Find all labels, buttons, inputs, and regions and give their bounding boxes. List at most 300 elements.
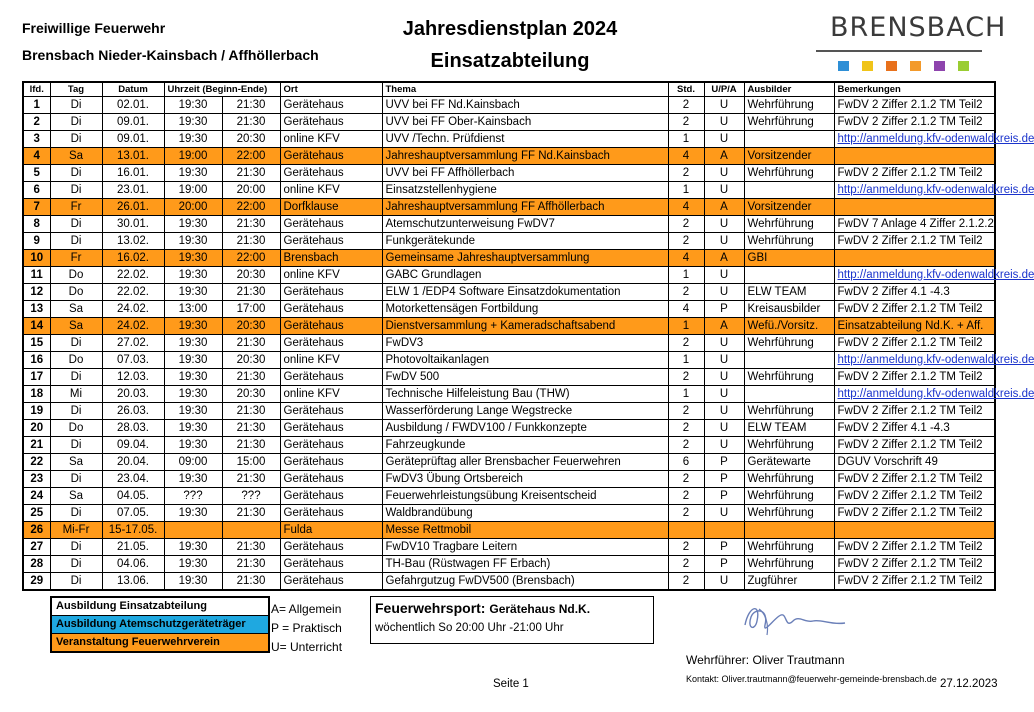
cell-thema: FwDV3 Übung Ortsbereich: [382, 471, 668, 488]
cell-datum: 13.02.: [102, 233, 164, 250]
cell-nr: 26: [23, 522, 50, 539]
cell-ausbilder: [744, 352, 834, 369]
legend-item-ausbildung: Ausbildung Einsatzabteilung: [52, 598, 268, 616]
cell-start: 19:30: [164, 250, 222, 267]
col-header-uhrzeit: Uhrzeit (Beginn-Ende): [164, 82, 280, 97]
cell-thema: Motorkettensägen Fortbildung: [382, 301, 668, 318]
col-header-ort: Ort: [280, 82, 382, 97]
cell-thema: TH-Bau (Rüstwagen FF Erbach): [382, 556, 668, 573]
table-row: [23, 522, 995, 539]
cell-thema: Wasserförderung Lange Wegstrecke: [382, 403, 668, 420]
cell-tag: Di: [50, 437, 102, 454]
leader-name: Wehrführer: Oliver Trautmann: [686, 653, 845, 667]
cell-upa: A: [704, 148, 744, 165]
table-row: [23, 471, 995, 488]
cell-datum: 12.03.: [102, 369, 164, 386]
cell-ausbilder: Gerätewarte: [744, 454, 834, 471]
cell-nr: 17: [23, 369, 50, 386]
cell-nr: 13: [23, 301, 50, 318]
sport-heading: [375, 600, 590, 616]
page-subtitle: Einsatzabteilung: [430, 50, 590, 72]
cell-std: 1: [668, 267, 704, 284]
cell-thema: UVV bei FF Affhöllerbach: [382, 165, 668, 182]
cell-thema: UVV bei FF Nd.Kainsbach: [382, 97, 668, 114]
table-row: [23, 488, 995, 505]
table-row: [23, 556, 995, 573]
cell-upa: U: [704, 216, 744, 233]
cell-start: 19:30: [164, 318, 222, 335]
cell-bemerkung: FwDV 2 Ziffer 2.1.2 TM Teil2: [834, 369, 995, 386]
cell-datum: 13.01.: [102, 148, 164, 165]
cell-ort: Gerätehaus: [280, 284, 382, 301]
cell-nr: 24: [23, 488, 50, 505]
cell-tag: Di: [50, 233, 102, 250]
cell-thema: UVV bei FF Ober-Kainsbach: [382, 114, 668, 131]
sport-box: [370, 596, 654, 644]
cell-ort: Gerätehaus: [280, 556, 382, 573]
cell-thema: Funkgerätekunde: [382, 233, 668, 250]
code-praktisch: P = Praktisch: [271, 621, 342, 635]
cell-bemerkung: [834, 522, 995, 539]
cell-bemerkung: FwDV 2 Ziffer 2.1.2 TM Teil2: [834, 233, 995, 250]
table-row: [23, 386, 995, 403]
cell-bemerkung: FwDV 2 Ziffer 2.1.2 TM Teil2: [834, 335, 995, 352]
cell-upa: U: [704, 267, 744, 284]
col-header-std: Std.: [668, 82, 704, 97]
cell-thema: FwDV10 Tragbare Leitern: [382, 539, 668, 556]
cell-tag: Di: [50, 182, 102, 199]
cell-datum: 22.02.: [102, 267, 164, 284]
cell-thema: Atemschutzunterweisung FwDV7: [382, 216, 668, 233]
cell-start: 19:30: [164, 131, 222, 148]
logo-text: BRENSBACH: [830, 12, 1007, 43]
cell-std: 2: [668, 505, 704, 522]
registration-link[interactable]: http://anmeldung.kfv-odenwaldkreis.de: [834, 131, 995, 148]
cell-end: ???: [222, 488, 280, 505]
cell-ort: Gerätehaus: [280, 420, 382, 437]
cell-ausbilder: [744, 522, 834, 539]
cell-std: 2: [668, 369, 704, 386]
cell-ort: Gerätehaus: [280, 573, 382, 591]
cell-start: 19:30: [164, 216, 222, 233]
cell-bemerkung: FwDV 2 Ziffer 2.1.2 TM Teil2: [834, 403, 995, 420]
cell-upa: U: [704, 131, 744, 148]
cell-tag: Mi-Fr: [50, 522, 102, 539]
table-row: [23, 403, 995, 420]
cell-ort: Fulda: [280, 522, 382, 539]
org-name-line1: Freiwillige Feuerwehr: [22, 20, 166, 36]
table-row: [23, 318, 995, 335]
cell-upa: U: [704, 284, 744, 301]
table-row: [23, 352, 995, 369]
cell-end: 21:30: [222, 369, 280, 386]
cell-upa: U: [704, 165, 744, 182]
cell-start: 19:00: [164, 148, 222, 165]
table-row: [23, 199, 995, 216]
cell-thema: Photovoltaikanlagen: [382, 352, 668, 369]
cell-upa: P: [704, 556, 744, 573]
cell-ort: Gerätehaus: [280, 369, 382, 386]
cell-tag: Di: [50, 539, 102, 556]
cell-bemerkung: FwDV 2 Ziffer 2.1.2 TM Teil2: [834, 488, 995, 505]
cell-thema: Waldbrandübung: [382, 505, 668, 522]
cell-bemerkung: FwDV 2 Ziffer 4.1 -4.3: [834, 284, 995, 301]
table-row: [23, 182, 995, 199]
cell-nr: 11: [23, 267, 50, 284]
cell-datum: 04.05.: [102, 488, 164, 505]
cell-datum: 23.01.: [102, 182, 164, 199]
registration-link[interactable]: http://anmeldung.kfv-odenwaldkreis.de: [834, 352, 995, 369]
cell-ausbilder: ELW TEAM: [744, 284, 834, 301]
cell-datum: 27.02.: [102, 335, 164, 352]
table-row: [23, 539, 995, 556]
cell-ort: online KFV: [280, 352, 382, 369]
cell-std: 2: [668, 556, 704, 573]
cell-tag: Di: [50, 556, 102, 573]
legend-item-verein: Veranstaltung Feuerwehrverein: [52, 634, 268, 651]
cell-thema: Einsatzstellenhygiene: [382, 182, 668, 199]
cell-nr: 20: [23, 420, 50, 437]
cell-end: 21:30: [222, 403, 280, 420]
cell-thema: FwDV 500: [382, 369, 668, 386]
cell-thema: FwDV3: [382, 335, 668, 352]
cell-nr: 18: [23, 386, 50, 403]
cell-upa: P: [704, 539, 744, 556]
cell-start: 19:30: [164, 233, 222, 250]
cell-thema: Geräteprüftag aller Brensbacher Feuerwehren: [382, 454, 668, 471]
cell-datum: 16.02.: [102, 250, 164, 267]
logo-underline: [816, 50, 982, 52]
cell-ort: online KFV: [280, 386, 382, 403]
cell-end: 21:30: [222, 556, 280, 573]
cell-ort: Gerätehaus: [280, 505, 382, 522]
cell-end: 20:00: [222, 182, 280, 199]
cell-bemerkung: FwDV 2 Ziffer 2.1.2 TM Teil2: [834, 301, 995, 318]
cell-nr: 8: [23, 216, 50, 233]
cell-upa: U: [704, 403, 744, 420]
cell-start: 09:00: [164, 454, 222, 471]
cell-std: 4: [668, 250, 704, 267]
cell-std: 2: [668, 488, 704, 505]
cell-datum: 09.04.: [102, 437, 164, 454]
cell-tag: Fr: [50, 250, 102, 267]
cell-ausbilder: Wehrführung: [744, 216, 834, 233]
cell-datum: 26.03.: [102, 403, 164, 420]
cell-ausbilder: ELW TEAM: [744, 420, 834, 437]
logo-color-square: [958, 61, 969, 71]
cell-tag: Sa: [50, 488, 102, 505]
cell-ort: Gerätehaus: [280, 318, 382, 335]
table-row: [23, 420, 995, 437]
table-row: [23, 250, 995, 267]
cell-thema: Technische Hilfeleistung Bau (THW): [382, 386, 668, 403]
cell-start: 19:30: [164, 97, 222, 114]
cell-nr: 25: [23, 505, 50, 522]
table-row: [23, 216, 995, 233]
cell-upa: A: [704, 250, 744, 267]
cell-ausbilder: Wehrführung: [744, 488, 834, 505]
cell-bemerkung: [834, 148, 995, 165]
cell-datum: 20.03.: [102, 386, 164, 403]
cell-tag: Di: [50, 403, 102, 420]
cell-nr: 2: [23, 114, 50, 131]
cell-nr: 23: [23, 471, 50, 488]
cell-end: 21:30: [222, 97, 280, 114]
col-header-thema: Thema: [382, 82, 668, 97]
cell-ort: Gerätehaus: [280, 539, 382, 556]
cell-datum: 16.01.: [102, 165, 164, 182]
cell-std: 2: [668, 420, 704, 437]
cell-bemerkung: DGUV Vorschrift 49: [834, 454, 995, 471]
cell-tag: Sa: [50, 454, 102, 471]
cell-std: 2: [668, 165, 704, 182]
cell-tag: Do: [50, 420, 102, 437]
cell-std: [668, 522, 704, 539]
cell-start: 19:30: [164, 573, 222, 591]
cell-end: 22:00: [222, 250, 280, 267]
table-row: [23, 97, 995, 114]
table-row: [23, 284, 995, 301]
cell-std: 6: [668, 454, 704, 471]
cell-start: 19:00: [164, 182, 222, 199]
cell-start: 19:30: [164, 403, 222, 420]
cell-ort: Gerätehaus: [280, 471, 382, 488]
cell-upa: U: [704, 437, 744, 454]
cell-bemerkung: FwDV 2 Ziffer 2.1.2 TM Teil2: [834, 97, 995, 114]
table-row: [23, 131, 995, 148]
cell-thema: GABC Grundlagen: [382, 267, 668, 284]
cell-ort: Gerätehaus: [280, 301, 382, 318]
cell-tag: Do: [50, 267, 102, 284]
table-row: [23, 148, 995, 165]
col-header-ausbilder: Ausbilder: [744, 82, 834, 97]
cell-upa: U: [704, 420, 744, 437]
duty-plan-table: [22, 81, 1034, 591]
cell-thema: ELW 1 /EDP4 Software Einsatzdokumentation: [382, 284, 668, 301]
cell-start: 13:00: [164, 301, 222, 318]
cell-ausbilder: Wehrführung: [744, 403, 834, 420]
cell-std: 1: [668, 318, 704, 335]
cell-ort: Gerätehaus: [280, 216, 382, 233]
cell-std: 2: [668, 114, 704, 131]
page-number: Seite 1: [493, 678, 529, 690]
cell-nr: 22: [23, 454, 50, 471]
table-row: [23, 437, 995, 454]
table-row: [23, 301, 995, 318]
cell-bemerkung: Einsatzabteilung Nd.K. + Aff.: [834, 318, 995, 335]
cell-ort: Gerätehaus: [280, 165, 382, 182]
cell-end: 20:30: [222, 352, 280, 369]
cell-ausbilder: Kreisausbilder: [744, 301, 834, 318]
table-row: [23, 505, 995, 522]
cell-tag: Sa: [50, 148, 102, 165]
cell-datum: 07.03.: [102, 352, 164, 369]
cell-end: 21:30: [222, 114, 280, 131]
cell-nr: 16: [23, 352, 50, 369]
page-title: Jahresdienstplan 2024: [402, 18, 618, 40]
cell-end: 21:30: [222, 216, 280, 233]
cell-ausbilder: Vorsitzender: [744, 199, 834, 216]
cell-ausbilder: Wehrführung: [744, 505, 834, 522]
cell-ausbilder: Wehrführung: [744, 97, 834, 114]
cell-nr: 19: [23, 403, 50, 420]
type-codes: [271, 600, 342, 657]
cell-tag: Sa: [50, 301, 102, 318]
cell-tag: Di: [50, 369, 102, 386]
cell-start: [164, 522, 222, 539]
cell-std: 2: [668, 437, 704, 454]
cell-ort: Gerätehaus: [280, 233, 382, 250]
cell-ausbilder: [744, 267, 834, 284]
cell-ausbilder: Wehrführung: [744, 233, 834, 250]
cell-ort: Gerätehaus: [280, 454, 382, 471]
registration-link[interactable]: http://anmeldung.kfv-odenwaldkreis.de: [834, 386, 995, 403]
cell-std: 1: [668, 386, 704, 403]
cell-end: 22:00: [222, 148, 280, 165]
cell-end: 21:30: [222, 471, 280, 488]
cell-std: 2: [668, 216, 704, 233]
cell-ausbilder: [744, 182, 834, 199]
cell-end: 20:30: [222, 267, 280, 284]
cell-nr: 12: [23, 284, 50, 301]
table-row: [23, 454, 995, 471]
cell-nr: 3: [23, 131, 50, 148]
cell-bemerkung: FwDV 7 Anlage 4 Ziffer 2.1.2.2: [834, 216, 995, 233]
cell-ort: Gerätehaus: [280, 148, 382, 165]
cell-start: 19:30: [164, 369, 222, 386]
logo-color-square: [934, 61, 945, 71]
cell-ausbilder: Wehrführung: [744, 471, 834, 488]
col-header-upa: U/P/A: [704, 82, 744, 97]
col-header-bemerkungen: Bemerkungen: [834, 82, 995, 97]
cell-start: 19:30: [164, 386, 222, 403]
sport-place: Gerätehaus Nd.K.: [489, 602, 591, 616]
cell-start: 19:30: [164, 420, 222, 437]
cell-ort: Gerätehaus: [280, 403, 382, 420]
cell-ausbilder: Wehrführung: [744, 369, 834, 386]
col-header-tag: Tag: [50, 82, 102, 97]
cell-nr: 4: [23, 148, 50, 165]
cell-upa: U: [704, 233, 744, 250]
code-unterricht: U= Unterricht: [271, 640, 343, 654]
registration-link[interactable]: http://anmeldung.kfv-odenwaldkreis.de: [834, 182, 995, 199]
cell-bemerkung: FwDV 2 Ziffer 2.1.2 TM Teil2: [834, 471, 995, 488]
cell-end: 21:30: [222, 420, 280, 437]
cell-datum: 21.05.: [102, 539, 164, 556]
logo-color-square: [886, 61, 897, 71]
cell-bemerkung: FwDV 2 Ziffer 2.1.2 TM Teil2: [834, 437, 995, 454]
cell-end: 21:30: [222, 573, 280, 591]
cell-datum: 30.01.: [102, 216, 164, 233]
code-allgemein: A= Allgemein: [271, 602, 342, 616]
cell-end: 21:30: [222, 437, 280, 454]
cell-tag: Di: [50, 131, 102, 148]
cell-bemerkung: FwDV 2 Ziffer 2.1.2 TM Teil2: [834, 114, 995, 131]
cell-upa: P: [704, 488, 744, 505]
cell-end: 21:30: [222, 233, 280, 250]
cell-ort: Gerätehaus: [280, 97, 382, 114]
cell-start: 19:30: [164, 471, 222, 488]
cell-thema: Messe Rettmobil: [382, 522, 668, 539]
cell-bemerkung: FwDV 2 Ziffer 2.1.2 TM Teil2: [834, 539, 995, 556]
cell-ausbilder: Wehrführung: [744, 437, 834, 454]
cell-std: 4: [668, 148, 704, 165]
cell-std: 2: [668, 97, 704, 114]
cell-thema: Dienstversammlung + Kameradschaftsabend: [382, 318, 668, 335]
cell-start: 19:30: [164, 114, 222, 131]
cell-ausbilder: Wehrführung: [744, 114, 834, 131]
color-legend: [50, 596, 270, 653]
cell-ausbilder: GBI: [744, 250, 834, 267]
cell-bemerkung: FwDV 2 Ziffer 4.1 -4.3: [834, 420, 995, 437]
cell-datum: 26.01.: [102, 199, 164, 216]
cell-datum: 04.06.: [102, 556, 164, 573]
cell-datum: 09.01.: [102, 131, 164, 148]
cell-datum: 07.05.: [102, 505, 164, 522]
registration-link[interactable]: http://anmeldung.kfv-odenwaldkreis.de: [834, 267, 995, 284]
table-row: [23, 114, 995, 131]
cell-thema: Ausbildung / FWDV100 / Funkkonzepte: [382, 420, 668, 437]
document-date: 27.12.2023: [940, 678, 998, 690]
cell-tag: Sa: [50, 318, 102, 335]
cell-end: 22:00: [222, 199, 280, 216]
cell-bemerkung: FwDV 2 Ziffer 2.1.2 TM Teil2: [834, 556, 995, 573]
cell-datum: 28.03.: [102, 420, 164, 437]
cell-std: 1: [668, 352, 704, 369]
logo-color-square: [838, 61, 849, 71]
cell-nr: 1: [23, 97, 50, 114]
cell-upa: U: [704, 182, 744, 199]
cell-upa: [704, 522, 744, 539]
cell-ort: Gerätehaus: [280, 335, 382, 352]
legend-item-atemschutz: Ausbildung Atemschutzgeräteträger: [52, 616, 268, 634]
cell-end: 20:30: [222, 386, 280, 403]
col-header-lfd: lfd.: [23, 82, 50, 97]
cell-datum: 02.01.: [102, 97, 164, 114]
cell-end: 21:30: [222, 165, 280, 182]
cell-bemerkung: FwDV 2 Ziffer 2.1.2 TM Teil2: [834, 573, 995, 591]
cell-start: 19:30: [164, 505, 222, 522]
org-name-line2: Brensbach Nieder-Kainsbach / Affhöllerbach: [22, 47, 319, 63]
cell-ort: online KFV: [280, 267, 382, 284]
cell-nr: 10: [23, 250, 50, 267]
cell-end: 20:30: [222, 131, 280, 148]
cell-bemerkung: FwDV 2 Ziffer 2.1.2 TM Teil2: [834, 505, 995, 522]
table-row: [23, 165, 995, 182]
cell-datum: 23.04.: [102, 471, 164, 488]
table-row: [23, 335, 995, 352]
cell-start: 19:30: [164, 335, 222, 352]
cell-thema: UVV /Techn. Prüfdienst: [382, 131, 668, 148]
cell-tag: Fr: [50, 199, 102, 216]
cell-datum: 13.06.: [102, 573, 164, 591]
cell-start: 19:30: [164, 352, 222, 369]
cell-nr: 27: [23, 539, 50, 556]
cell-end: 20:30: [222, 318, 280, 335]
cell-upa: P: [704, 471, 744, 488]
cell-upa: A: [704, 318, 744, 335]
cell-start: 19:30: [164, 556, 222, 573]
cell-nr: 6: [23, 182, 50, 199]
cell-tag: Di: [50, 335, 102, 352]
cell-datum: 24.02.: [102, 318, 164, 335]
cell-bemerkung: [834, 250, 995, 267]
cell-std: 2: [668, 335, 704, 352]
cell-ausbilder: Wehrführung: [744, 335, 834, 352]
table-row: [23, 267, 995, 284]
cell-std: 1: [668, 182, 704, 199]
contact-email: Kontakt: Oliver.trautmann@feuerwehr-gemeinde-brensbach.de: [686, 674, 937, 684]
